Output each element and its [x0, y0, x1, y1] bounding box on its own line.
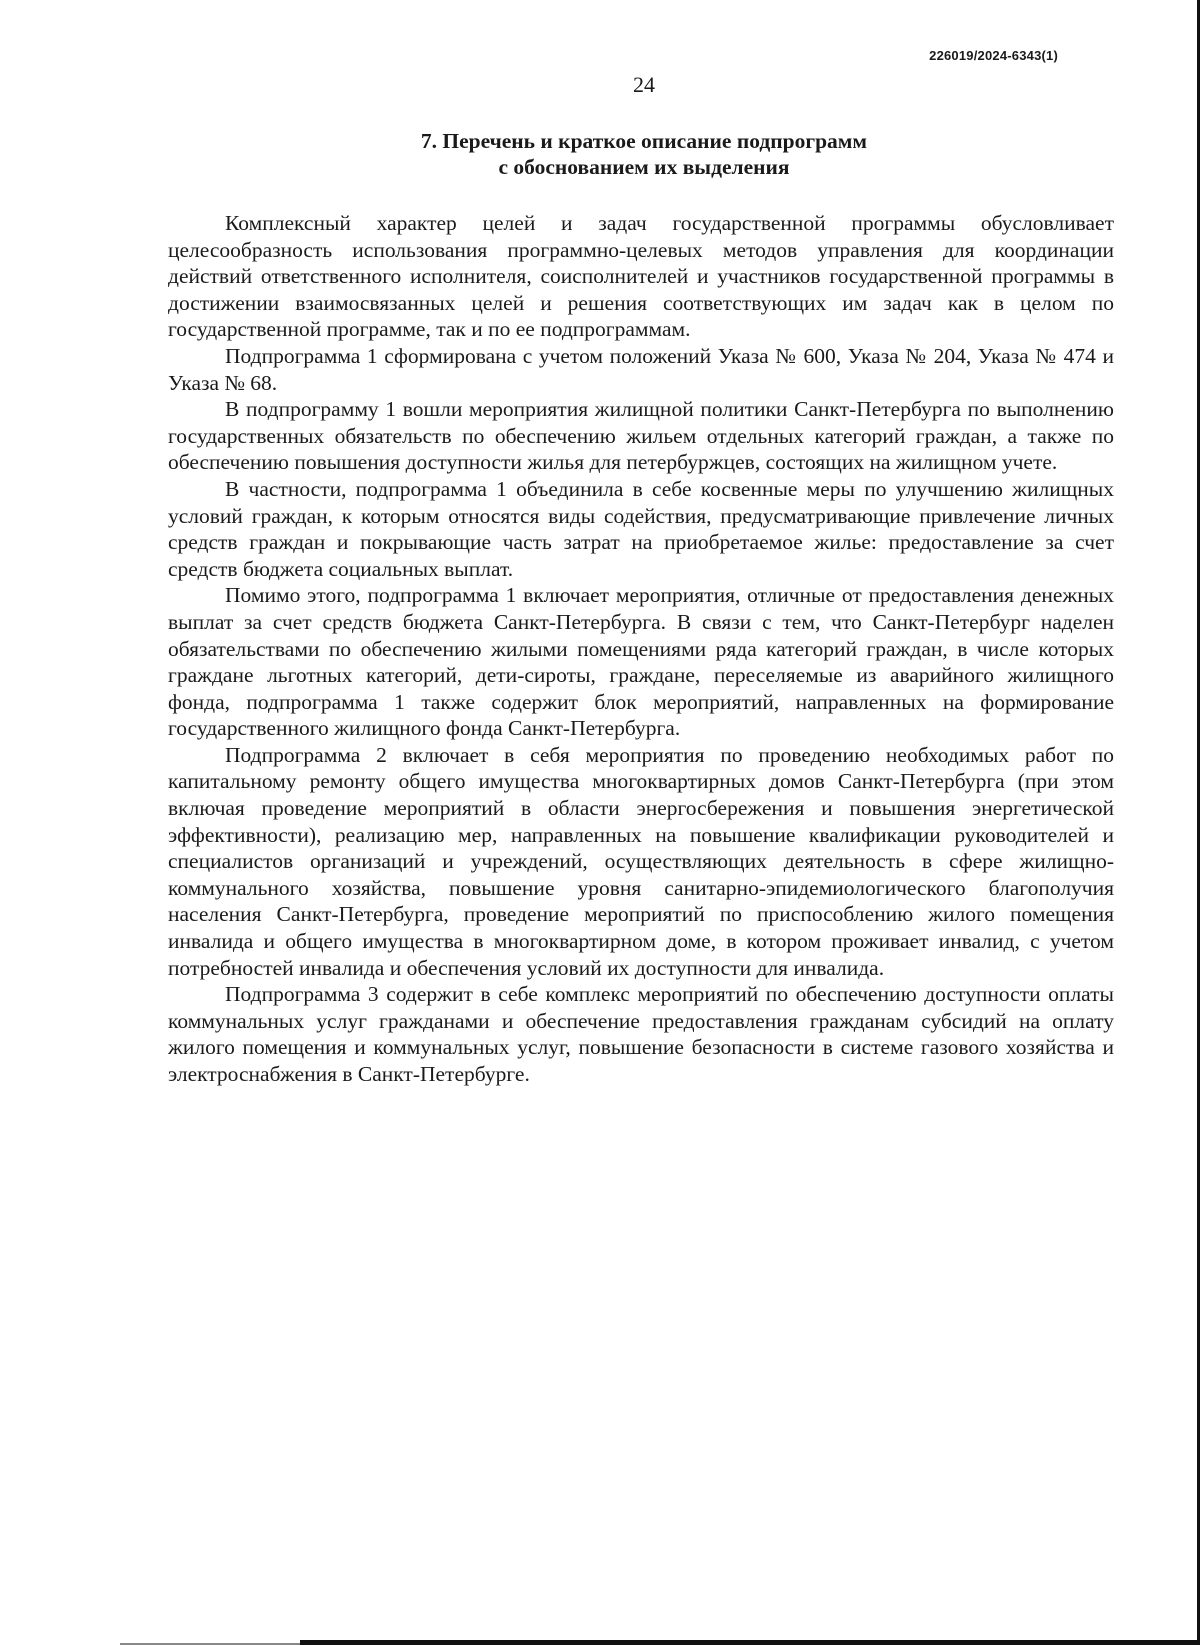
paragraph-6: Подпрограмма 2 включает в себя мероприятия по проведению необходимых работ по капитальному ремонту общего имущества многоквартирных домов Санкт-Петербурга (при этом включая проведение мероприятий в области энергосбережения и повышения энергетической эффективности), реализацию мер, направленных на повышение квалификации руководителей и специалистов организаций и учреждений, осуществляющих деятельность в сфере жилищно-коммунального хозяйства, повышение уровня санитарно-эпидемиологического благополучия населения Санкт-Петербурга, проведение мероприятий по приспособлению жилого помещения инвалида и общего имущества в многоквартирном доме, в котором проживает инвалид, с учетом потребностей инвалида и обеспечения условий их доступности для инвалида.	[168, 742, 1114, 980]
paragraph-2: Подпрограмма 1 сформирована с учетом положений Указа № 600, Указа № 204, Указа № 474 и Указа № 68.	[168, 343, 1114, 395]
page-number: 24	[633, 72, 655, 97]
paragraph-1: Комплексный характер целей и задач государственной программы обусловливает целесообразность использования программно-целевых методов управления для координации действий ответственного исполнителя, соисполнителей и участников государственной программы в достижении взаимосвязанных целей и решения соответствующих им задач как в целом по государственной программе, так и по ее подпрограммам.	[168, 211, 1114, 342]
paragraph-5: Помимо этого, подпрограмма 1 включает мероприятия, отличные от предоставления денежных выплат за счет средств бюджета Санкт-Петербурга. В связи с тем, что Санкт-Петербург наделен обязательствами по обеспечению жилыми помещениями ряда категорий граждан, в числе которых граждане льготных категорий, дети-сироты, граждане, переселяемые из аварийного жилищного фонда, подпрограмма 1 также содержит блок мероприятий, направленных на формирование государственного жилищного фонда Санкт-Петербурга.	[168, 583, 1114, 741]
section-heading-line-1: 7. Перечень и краткое описание подпрограмм	[420, 129, 868, 153]
paragraph-7: Подпрограмма 3 содержит в себе комплекс мероприятий по обеспечению доступности оплаты коммунальных услуг гражданами и обеспечение предоставления гражданам субсидий на оплату жилого помещения и коммунальных услуг, повышение безопасности в системе газового хозяйства и электроснабжения в Санкт-Петербурге.	[168, 982, 1114, 1086]
section-heading-line-2: с обоснованием их выделения	[498, 155, 790, 179]
section-heading	[0, 128, 1200, 180]
scan-bottom-edge	[300, 1640, 1200, 1645]
document-id: 226019/2024-6343(1)	[929, 48, 1058, 63]
body-text	[168, 210, 1114, 1088]
paragraph-3: В подпрограмму 1 вошли мероприятия жилищной политики Санкт-Петербурга по выполнению государственных обязательств по обеспечению жильем отдельных категорий граждан, а также по обеспечению повышения доступности жилья для петербуржцев, состоящих на жилищном учете.	[168, 397, 1114, 475]
paragraph-4: В частности, подпрограмма 1 объединила в себе косвенные меры по улучшению жилищных условий граждан, к которым относятся виды содействия, предусматривающие привлечение личных средств граждан и покрывающие часть затрат на приобретаемое жилье: предоставление за счет средств бюджета социальных выплат.	[168, 476, 1114, 581]
